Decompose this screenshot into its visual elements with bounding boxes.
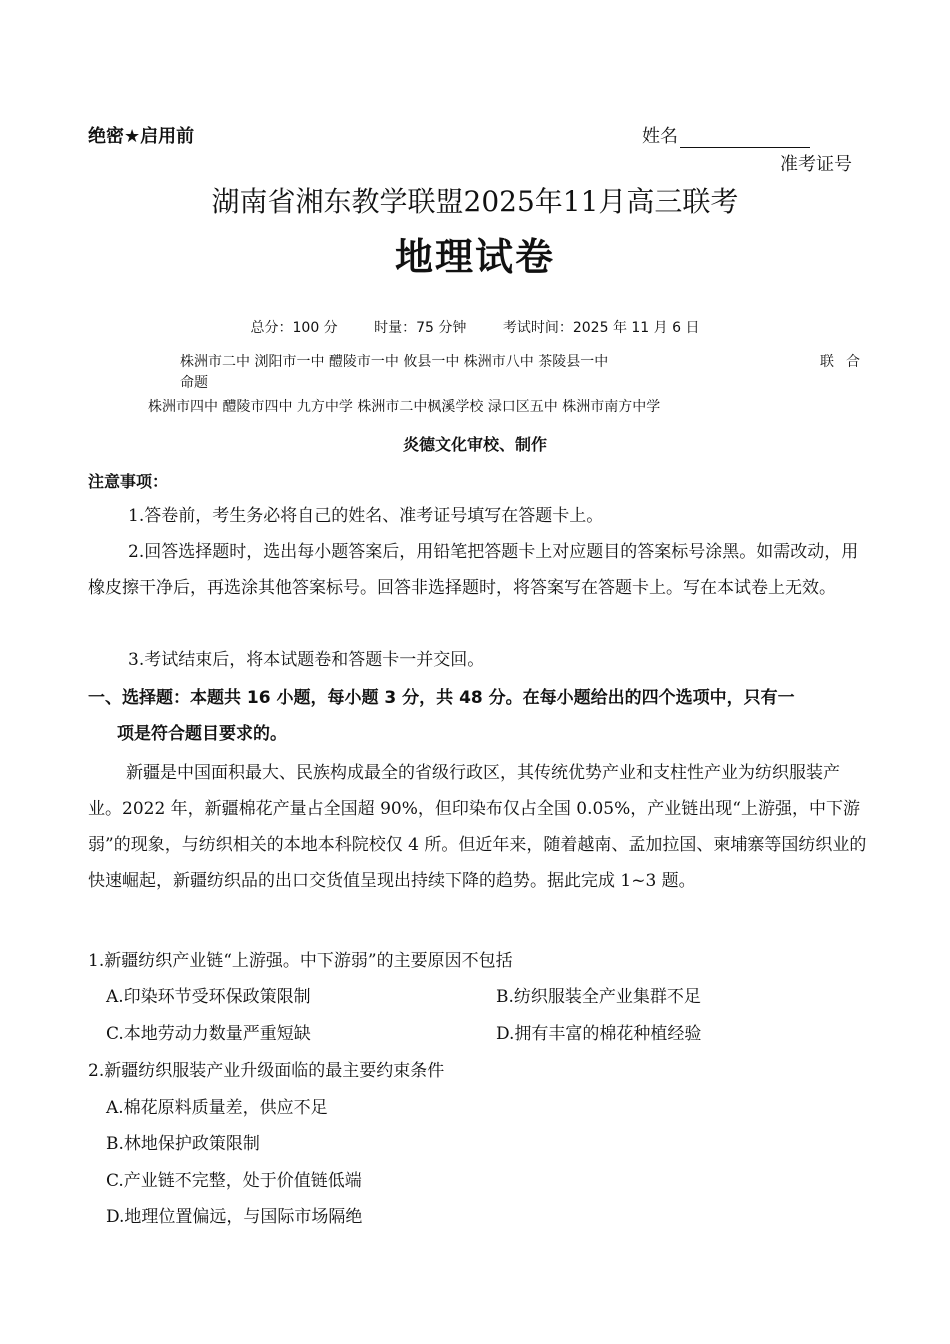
question-1-stem: 1.新疆纺织产业链“上游强。中下游弱”的主要原因不包括 <box>88 951 513 971</box>
review-label: 炎德文化审校、制作 <box>402 435 547 454</box>
joint-label: 联合 <box>820 354 872 370</box>
question-2-option-c: C.产业链不完整，处于价值链低端 <box>106 1171 362 1191</box>
notes-title: 注意事项： <box>88 472 169 491</box>
note-item-2: 2.回答选择题时，选出每小题答案后，用铅笔把答题卡上对应题目的答案标号涂黑。如需改动，用橡皮擦干净后，再选涂其他答案标号。回答非选择题时，将答案写在答题卡上。写在本试卷上无效。 <box>88 542 859 598</box>
question-2-option-d: D.地理位置偏远，与国际市场隔绝 <box>106 1207 363 1227</box>
material-paragraph: 新疆是中国面积最大、民族构成最全的省级行政区，其传统优势产业和支柱性产业为纺织服装产业。2022 年，新疆棉花产量占全国超 90%，但印染布仅占全国 0.05%，产业链出现“上游强，中下游弱”的现象，与纺织相关的本地本科院校仅 4 所。但近年来，随着越南、孟加拉国、柬埔寨等国纺织业的快速崛起，新疆纺织品的出口交货值呈现出持续下降的趋势。据此完成 1~3 题。 <box>88 763 867 891</box>
name-field <box>642 122 810 148</box>
question-2-option-b: B.林地保护政策限制 <box>106 1134 260 1154</box>
exam-number-label: 准考证号 <box>780 154 852 175</box>
schools-line-2: 株洲市四中 醴陵市四中 九方中学 株洲市二中枫溪学校 渌口区五中 株洲市南方中学 <box>148 399 661 415</box>
command-label: 命题 <box>180 375 208 391</box>
question-1-option-d: D.拥有丰富的棉花种植经验 <box>496 1024 702 1044</box>
subject-title: 地理试卷 <box>394 235 555 279</box>
exam-meta <box>0 317 950 337</box>
section-heading-line-2: 项是符合题目要求的。 <box>117 724 287 744</box>
exam-date: 考试时间：2025 年 11 月 6 日 <box>502 320 700 336</box>
note-item-1: 1.答卷前，考生务必将自己的姓名、准考证号填写在答题卡上。 <box>128 506 604 526</box>
name-blank-line <box>680 129 810 148</box>
duration: 时量：75 分钟 <box>374 320 467 336</box>
name-label: 姓名 <box>642 126 678 147</box>
note-item-3: 3.考试结束后，将本试题卷和答题卡一并交回。 <box>128 650 485 670</box>
exam-title: 湖南省湘东教学联盟2025年11月高三联考 <box>211 185 739 218</box>
question-1-option-c: C.本地劳动力数量严重短缺 <box>106 1024 311 1044</box>
confidential-label: 绝密★启用前 <box>88 126 195 147</box>
section-heading <box>88 680 868 752</box>
total-score: 总分：100 分 <box>250 320 338 336</box>
schools-line-1: 株洲市二中 浏阳市一中 醴陵市一中 攸县一中 株洲市八中 茶陵县一中 <box>180 354 609 370</box>
section-heading-line-1: 一、选择题：本题共 16 小题，每小题 3 分，共 48 分。在每小题给出的四个选项中，只有一 <box>88 688 795 708</box>
question-1-option-b: B.纺织服装全产业集群不足 <box>496 987 701 1007</box>
question-1-option-a: A.印染环节受环保政策限制 <box>106 987 311 1007</box>
question-2-stem: 2.新疆纺织服装产业升级面临的最主要约束条件 <box>88 1061 445 1081</box>
question-2-option-a: A.棉花原料质量差，供应不足 <box>106 1098 328 1118</box>
